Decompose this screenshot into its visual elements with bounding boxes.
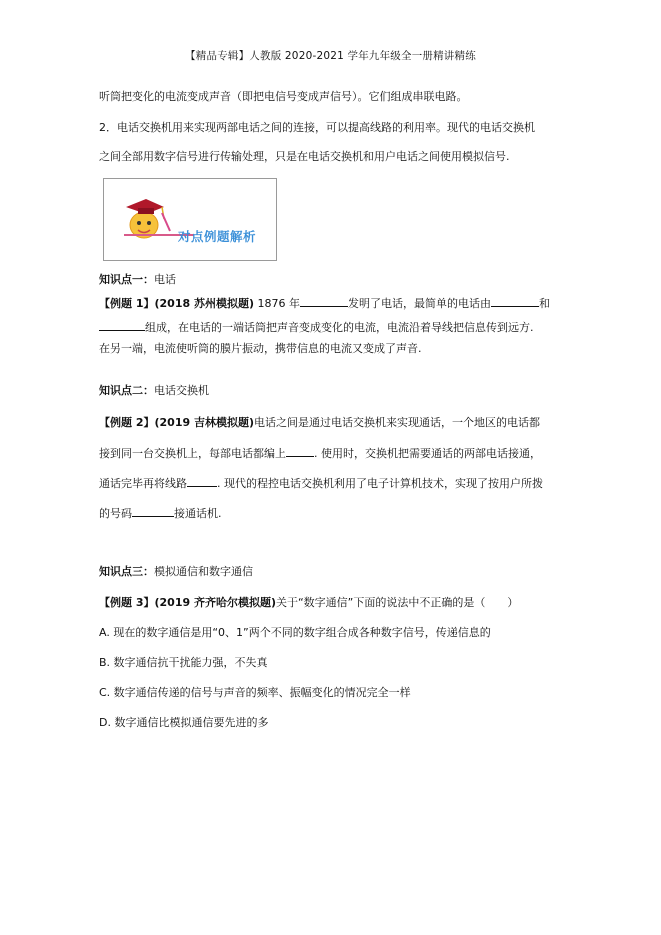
banner-title: 对点例题解析 <box>178 229 257 244</box>
example-2-line-1: 【例题 2】(2019 吉林模拟题)电话之间是通过电话交换机来实现通话，一个地区的电话都 <box>99 416 540 429</box>
answer-blank[interactable] <box>286 446 314 457</box>
answer-blank[interactable] <box>132 506 174 517</box>
answer-blank[interactable] <box>187 476 217 487</box>
page-header: 【精品专辑】人教版 2020-2021 学年九年级全一册精讲精练 <box>185 50 476 62</box>
example-2-line-4: 的号码 接通话机. <box>99 507 222 520</box>
heading-label: 知识点一： <box>99 273 154 286</box>
example-1-line-3: 在另一端，电流使听筒的膜片振动，携带信息的电流又变成了声音. <box>99 342 422 355</box>
example-tag: 【例题 1】(2018 苏州模拟题) <box>99 297 254 310</box>
knowledge-point-3-heading <box>99 565 253 579</box>
option-a[interactable]: A. 现在的数字通信是用“0、1”两个不同的数字组合成各种数字信号，传递信息的 <box>99 626 491 639</box>
knowledge-point-1-heading <box>99 273 176 287</box>
knowledge-point-2-heading <box>99 384 209 398</box>
heading-text: 电话 <box>154 273 176 286</box>
section-banner <box>103 178 277 261</box>
answer-blank[interactable] <box>491 296 539 307</box>
heading-text: 电话交换机 <box>154 384 209 397</box>
example-tag: 【例题 3】(2019 齐齐哈尔模拟题) <box>99 596 276 609</box>
answer-blank[interactable] <box>99 320 145 331</box>
option-d[interactable]: D. 数字通信比模拟通信要先进的多 <box>99 716 269 729</box>
example-tag: 【例题 2】(2019 吉林模拟题) <box>99 416 254 429</box>
example-3-question: 【例题 3】(2019 齐齐哈尔模拟题)关于“数字通信”下面的说法中不正确的是（ ） <box>99 596 519 609</box>
heading-label: 知识点三： <box>99 565 154 578</box>
example-2-line-2: 接到同一台交换机上，每部电话都编上 . 使用时，交换机把需要通话的两部电话接通， <box>99 447 541 460</box>
heading-label: 知识点二： <box>99 384 154 397</box>
heading-text: 模拟通信和数字通信 <box>154 565 253 578</box>
option-c[interactable]: C. 数字通信传递的信号与声音的频率、振幅变化的情况完全一样 <box>99 686 411 699</box>
intro-line-3: 之间全部用数字信号进行传输处理，只是在电话交换机和用户电话之间使用模拟信号. <box>99 150 510 163</box>
intro-line-2: 2．电话交换机用来实现两部电话之间的连接，可以提高线路的利用率。现代的电话交换机 <box>99 121 535 134</box>
answer-blank[interactable] <box>300 296 348 307</box>
intro-line-1: 听筒把变化的电流变成声音（即把电信号变成声信号）。它们组成串联电路。 <box>99 90 468 103</box>
example-1-line-2: 组成，在电话的一端话筒把声音变成变化的电流，电流沿着导线把信息传到远方. <box>99 320 534 335</box>
example-1-line-1: 【例题 1】(2018 苏州模拟题) 1876 年 发明了电话，最简单的电话由 和 <box>99 297 550 310</box>
option-b[interactable]: B. 数字通信抗干扰能力强，不失真 <box>99 656 268 669</box>
example-2-line-3: 通话完毕再将线路 . 现代的程控电话交换机利用了电子计算机技术，实现了按用户所拨 <box>99 477 543 490</box>
